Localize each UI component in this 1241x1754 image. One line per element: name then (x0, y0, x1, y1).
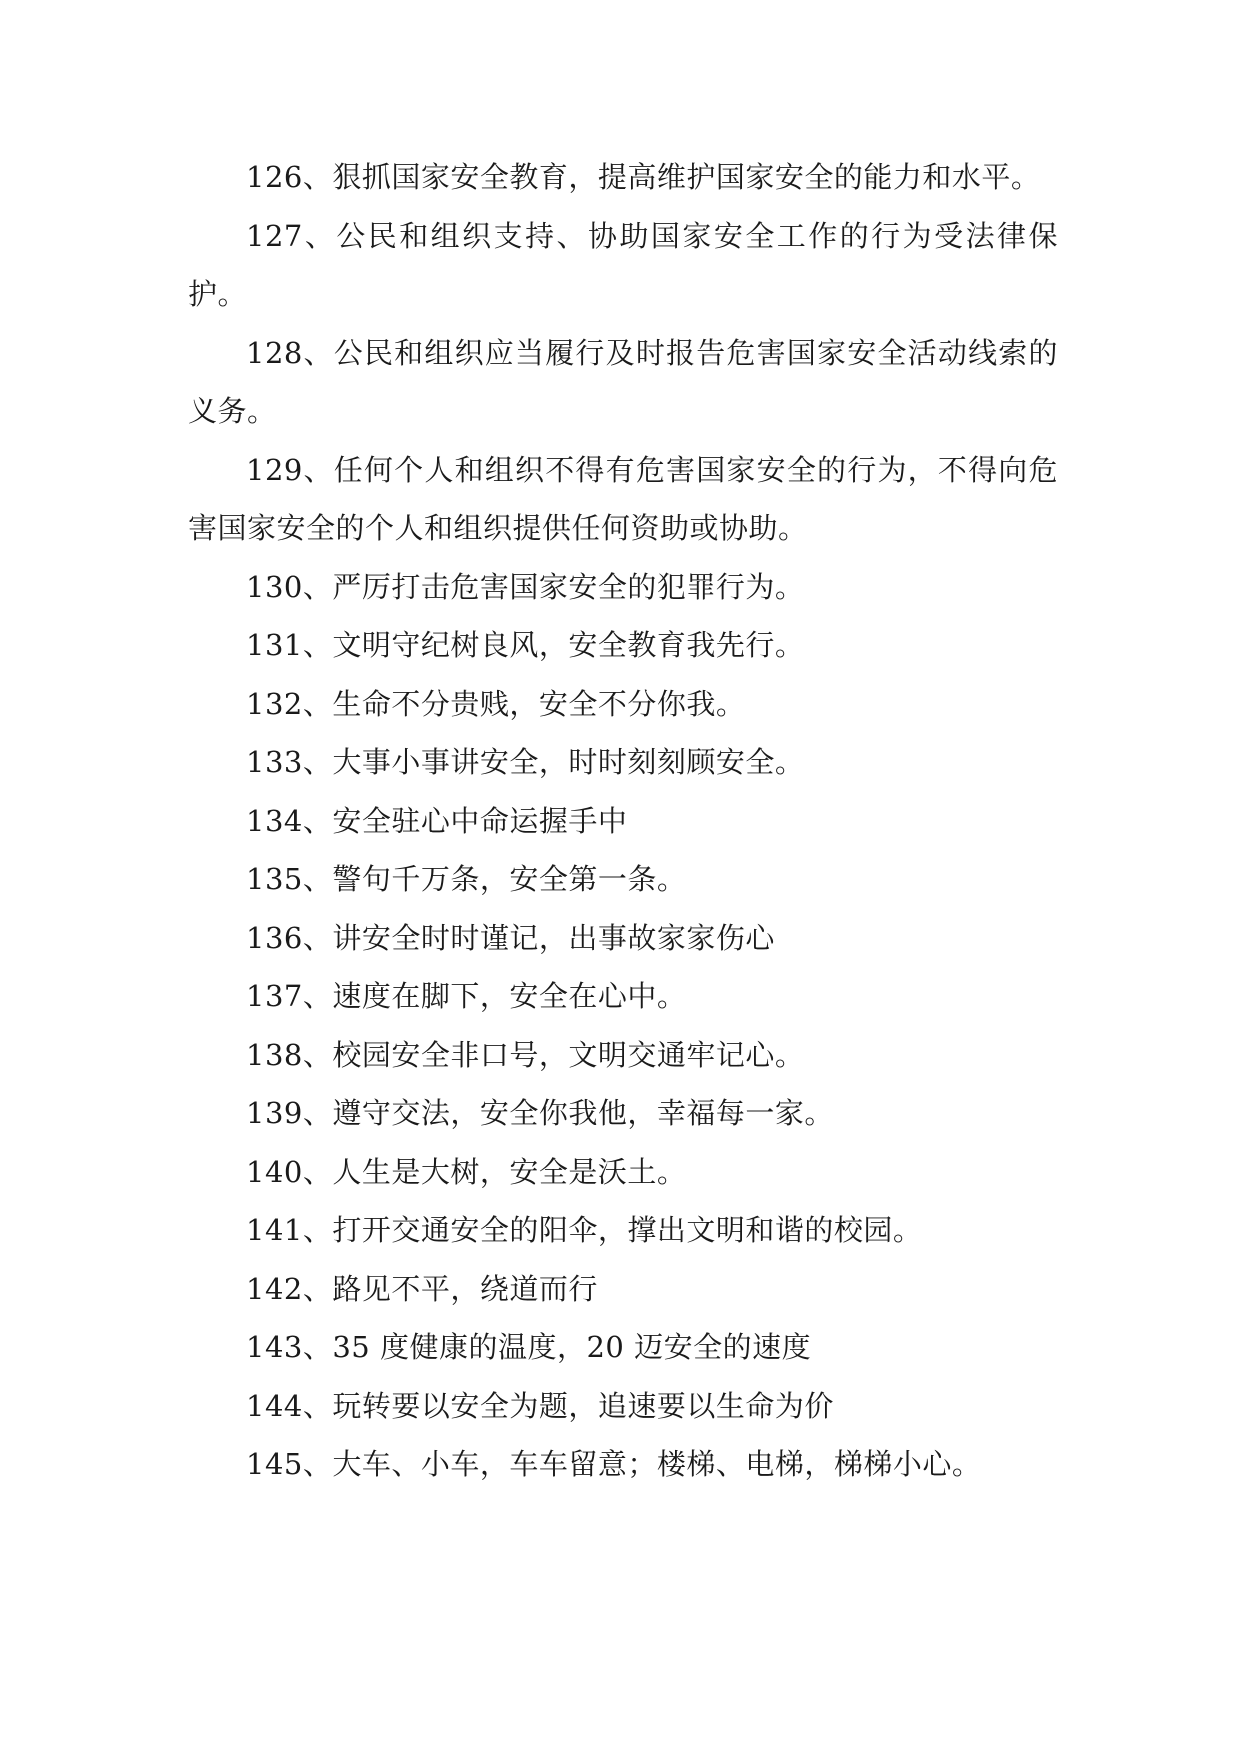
paragraph-144: 144、玩转要以安全为题，追速要以生命为价 (246, 1388, 834, 1423)
paragraph-133: 133、大事小事讲安全，时时刻刻顾安全。 (246, 745, 805, 779)
paragraph-128: 128、公民和组织应当履行及时报告危害国家安全活动线索的义务。 (188, 335, 1058, 428)
paragraph-137: 137、速度在脚下，安全在心中。 (246, 979, 687, 1013)
paragraph-130: 130、严厉打击危害国家安全的犯罪行为。 (246, 569, 805, 604)
paragraph-138: 138、校园安全非口号，文明交通牢记心。 (246, 1037, 805, 1072)
document-body (188, 148, 1058, 1494)
paragraph-140: 140、人生是大树，安全是沃土。 (246, 1154, 687, 1189)
paragraph-134: 134、安全驻心中命运握手中 (246, 803, 628, 838)
paragraph-141: 141、打开交通安全的阳伞，撑出文明和谐的校园。 (246, 1213, 923, 1247)
paragraph-143: 143、35 度健康的温度，20 迈安全的速度 (246, 1330, 812, 1364)
paragraph-136: 136、讲安全时时谨记，出事故家家伤心 (246, 920, 775, 955)
paragraph-142: 142、路见不平，绕道而行 (246, 1271, 598, 1306)
paragraph-135: 135、警句千万条，安全第一条。 (246, 862, 687, 896)
paragraph-126: 126、狠抓国家安全教育，提高维护国家安全的能力和水平。 (246, 160, 1041, 194)
paragraph-127: 127、公民和组织支持、协助国家安全工作的行为受法律保护。 (188, 218, 1058, 311)
paragraph-132: 132、生命不分贵贱，安全不分你我。 (246, 686, 746, 721)
paragraph-131: 131、文明守纪树良风，安全教育我先行。 (246, 628, 805, 662)
paragraph-129: 129、任何个人和组织不得有危害国家安全的行为，不得向危害国家安全的个人和组织提供任何资助或协助。 (188, 452, 1058, 545)
paragraph-145: 145、大车、小车，车车留意；楼梯、电梯，梯梯小心。 (246, 1447, 982, 1481)
paragraph-139: 139、遵守交法，安全你我他，幸福每一家。 (246, 1096, 834, 1130)
